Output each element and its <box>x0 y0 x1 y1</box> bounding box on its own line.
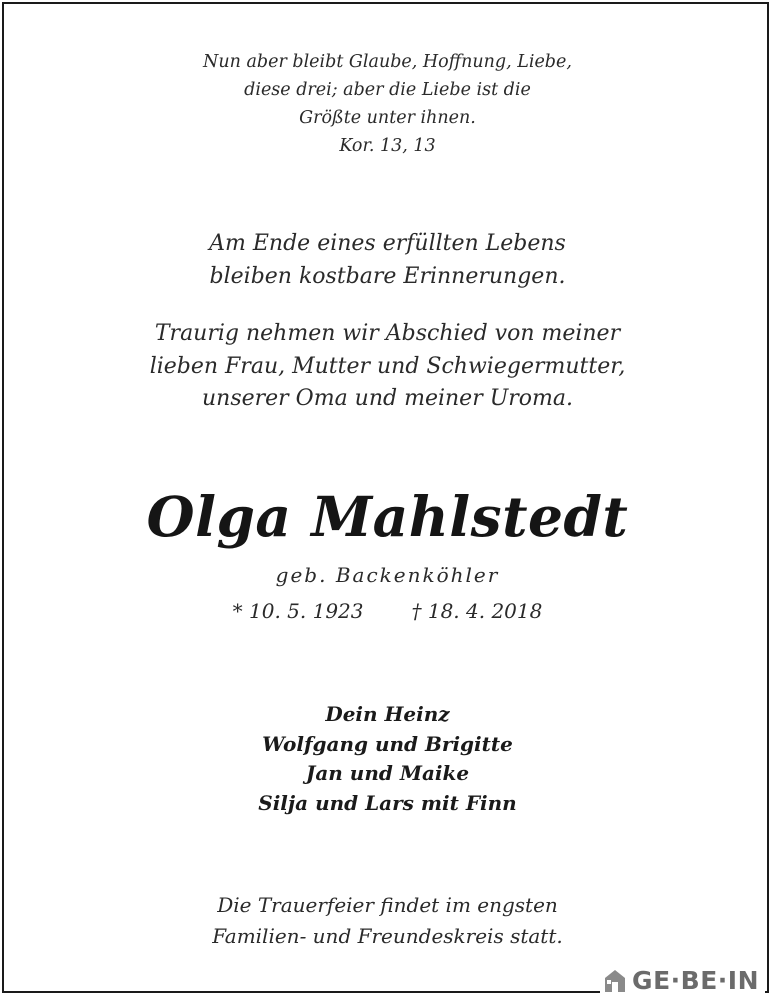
verse-line: diese drei; aber die Liebe ist die <box>244 80 531 100</box>
intro-line: bleiben kostbare Erinnerungen. <box>209 263 566 289</box>
paragraph-gap <box>0 293 775 318</box>
family-signatures <box>0 700 775 818</box>
family-member: Silja und Lars mit Finn <box>258 790 517 815</box>
family-member: Dein Heinz <box>325 702 450 726</box>
house-icon <box>604 969 626 993</box>
closing-line: Die Trauerfeier findet im engsten <box>217 893 558 917</box>
death-date: † 18. 4. 2018 <box>411 599 543 623</box>
funeral-notice <box>0 890 775 952</box>
family-member: Jan und Maike <box>305 761 470 785</box>
intro-line: Traurig nehmen wir Abschied von meiner <box>154 321 621 346</box>
verse-reference: Kor. 13, 13 <box>339 136 436 156</box>
maiden-name: geb. Backenköhler <box>275 563 500 587</box>
bible-verse <box>0 48 775 160</box>
gebein-logo <box>600 966 765 996</box>
intro-line: Am Ende eines erfüllten Lebens <box>209 231 566 256</box>
intro-line: unserer Oma und meiner Uroma. <box>201 386 573 411</box>
verse-line: Größte unter ihnen. <box>299 108 476 128</box>
closing-line: Familien- und Freundeskreis statt. <box>212 924 563 948</box>
birth-date: * 10. 5. 1923 <box>232 599 364 623</box>
logo-text: GE·BE·IN <box>632 966 759 995</box>
family-member: Wolfgang und Brigitte <box>262 731 513 756</box>
deceased-name: Olga Mahlstedt <box>146 484 629 549</box>
verse-line: Nun aber bleibt Glaube, Hoffnung, Liebe, <box>203 52 572 72</box>
intro-line: lieben Frau, Mutter und Schwiegermutter, <box>149 353 626 379</box>
life-dates <box>0 595 775 627</box>
intro-text <box>0 228 775 416</box>
